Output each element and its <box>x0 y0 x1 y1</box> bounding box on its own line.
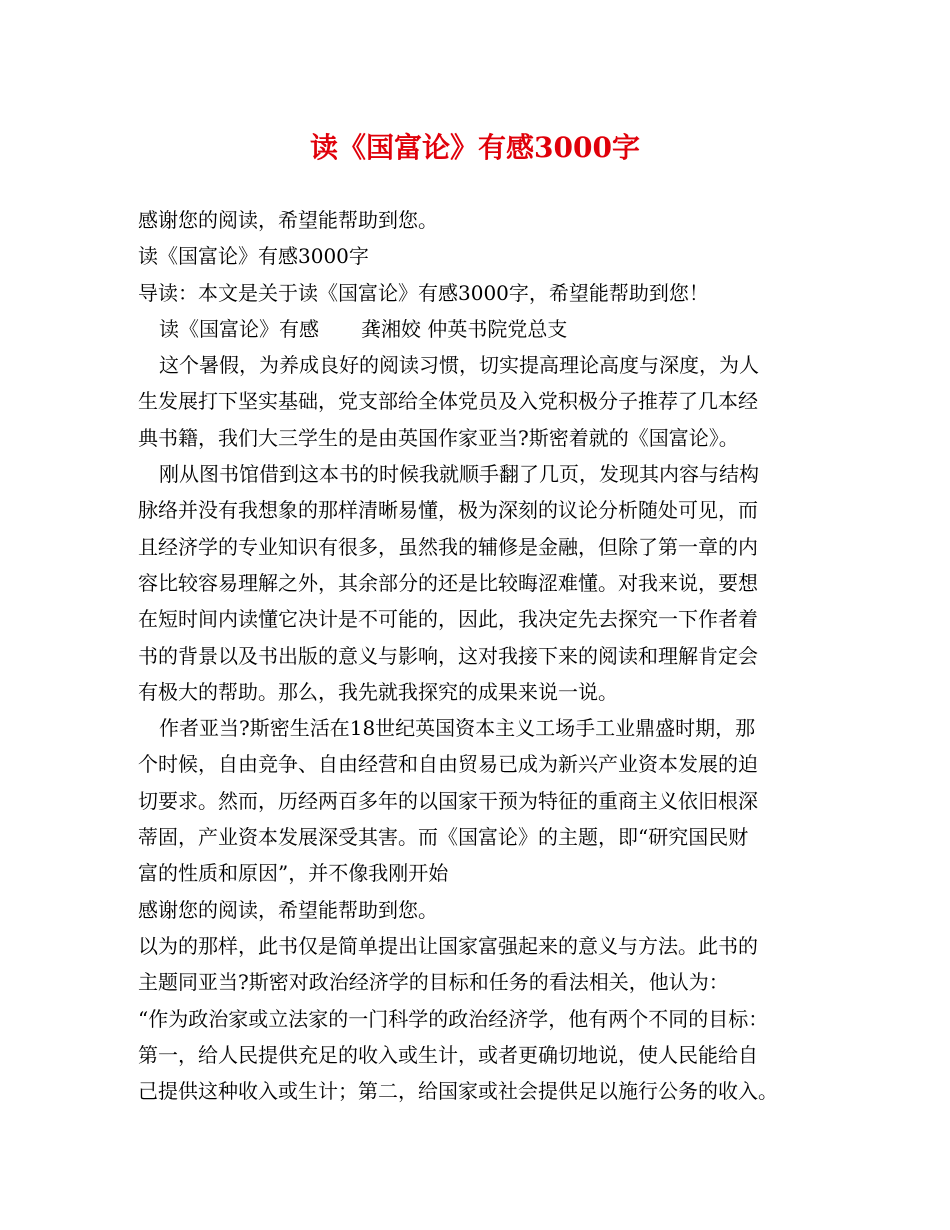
body-line: 富的性质和原因”，并不像我刚开始 <box>138 861 449 886</box>
document-title: 读《国富论》有感3000字 <box>310 131 640 164</box>
body-line: 第一，给人民提供充足的收入或生计，或者更确切地说，使人民能给自 <box>138 1042 758 1067</box>
body-line: 这个暑假，为养成良好的阅读习惯，切实提高理论高度与深度，为人 <box>159 353 759 378</box>
body-line: 感谢您的阅读，希望能帮助到您。 <box>138 208 438 232</box>
body-line: 有极大的帮助。那么，我先就我探究的成果来说一说。 <box>138 679 618 704</box>
body-line: 读《国富论》有感3000字 <box>138 244 369 269</box>
body-line: 切要求。然而，历经两百多年的以国家干预为特征的重商主义依旧根深 <box>138 788 758 813</box>
body-line: 在短时间内读懂它决计是不可能的，因此，我决定先去探究一下作者着 <box>138 607 758 632</box>
body-line: 生发展打下坚实基础，党支部给全体党员及入党积极分子推荐了几本经 <box>138 389 758 414</box>
byline-title: 读《国富论》有感 <box>159 316 319 341</box>
body-line: 导读：本文是关于读《国富论》有感3000字，希望能帮助到您！ <box>138 280 709 305</box>
body-line: 脉络并没有我想象的那样清晰易懂，极为深刻的议论分析随处可见，而 <box>138 498 758 523</box>
byline-author: 龚湘姣 仲英书院党总支 <box>361 316 568 341</box>
body-line: “作为政治家或立法家的一门科学的政治经济学，他有两个不同的目标： <box>138 1006 769 1031</box>
body-line: 以为的那样，此书仅是简单提出让国家富强起来的意义与方法。此书的 <box>138 933 758 958</box>
body-line: 且经济学的专业知识有很多，虽然我的辅修是金融，但除了第一章的内 <box>138 534 758 559</box>
body-line: 作者亚当?斯密生活在18世纪英国资本主义工场手工业鼎盛时期，那 <box>159 716 756 741</box>
body-line: 书的背景以及书出版的意义与影响，这对我接下来的阅读和理解肯定会 <box>138 643 758 668</box>
body-line: 典书籍，我们大三学生的是由英国作家亚当?斯密着就的《国富论》。 <box>138 425 739 450</box>
body-line: 己提供这种收入或生计；第二，给国家或社会提供足以施行公务的收入。 <box>138 1079 778 1104</box>
body-line: 刚从图书馆借到这本书的时候我就顺手翻了几页，发现其内容与结构 <box>159 462 759 487</box>
body-line: 容比较容易理解之外，其余部分的还是比较晦涩难懂。对我来说，要想 <box>138 570 758 595</box>
body-line: 感谢您的阅读，希望能帮助到您。 <box>138 897 438 922</box>
body-line: 主题同亚当?斯密对政治经济学的目标和任务的看法相关，他认为： <box>138 970 729 995</box>
byline <box>138 311 828 347</box>
body-line: 个时候，自由竞争、自由经营和自由贸易已成为新兴产业资本发展的迫 <box>138 752 758 777</box>
body-line: 蒂固，产业资本发展深受其害。而《国富论》的主题，即“研究国民财 <box>138 825 749 850</box>
document-body <box>138 202 828 1109</box>
